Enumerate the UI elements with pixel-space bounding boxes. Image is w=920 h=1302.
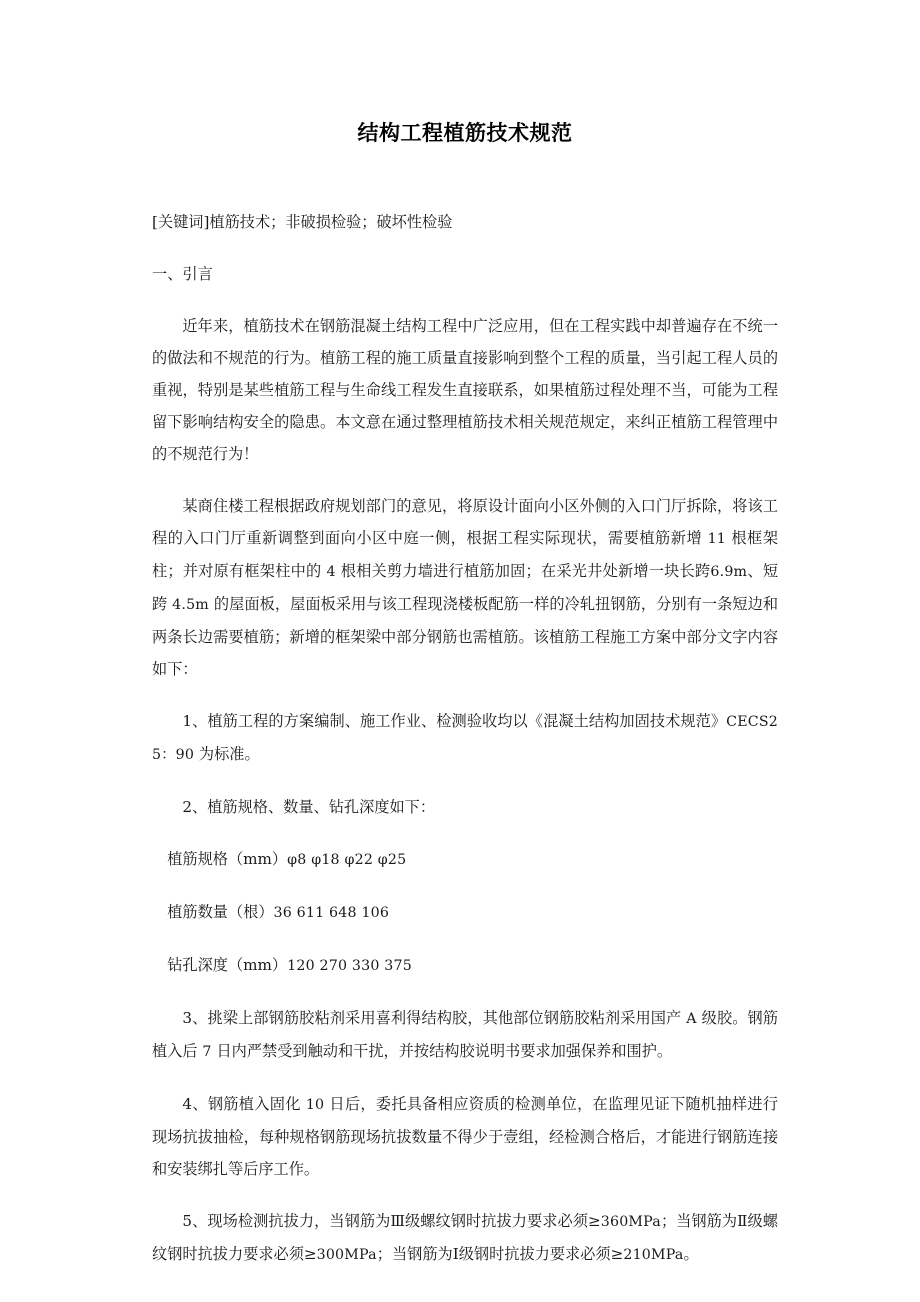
item3-text-2: 级胶。钢筋植入后 — [152, 1009, 778, 1060]
spec-depth-values: 120 270 330 375 — [287, 958, 412, 974]
paragraph-case-description — [152, 490, 778, 685]
list-item-1 — [152, 705, 778, 771]
keywords-line: [关键词]植筋技术；非破损检验；破坏性检验 — [152, 213, 453, 231]
item5-text-3: ；当钢筋为Ⅰ级钢时抗拔力要求必须≥ — [376, 1245, 624, 1263]
paragraph-introduction: 近年来，植筋技术在钢筋混凝土结构工程中广泛应用，但在工程实践中却普遍存在不统一的做法和不规范的行为。植筋工程的施工质量直接影响到整个工程的质量，当引起工程人员的重视，特别是某些植筋工程与生命线工程发生直接联系，如果植筋过程处理不当，可能为工程留下影响结构安全的隐患。本文意在通过整理植筋技术相关规范规定，来纠正植筋工程管理中的不规范行为！ — [152, 317, 778, 463]
section-heading-introduction: 一、引言 — [152, 265, 213, 283]
spec-gauge-label: 植筋规格（mm） — [167, 850, 288, 868]
case-short-span: 4.5m — [172, 597, 209, 613]
case-column-count: 11 — [707, 531, 727, 547]
item1-standard-code: CECS25：90 — [152, 714, 778, 763]
item5-strength-grade2: 300MPa — [316, 1247, 377, 1263]
item5-strength-grade3: 360MPa — [600, 1214, 661, 1230]
page-title: 结构工程植筋技术规范 — [357, 121, 573, 145]
list-item-2: 2、植筋规格、数量、钻孔深度如下： — [182, 798, 436, 816]
document-body — [152, 206, 778, 1291]
spec-depth-label: 钻孔深度（mm） — [167, 956, 288, 974]
spec-count-label: 植筋数量（根） — [167, 903, 274, 921]
case-text-1: 某商住楼工程根据政府规划部门的意见，将原设计面向小区外侧的入口门厅拆除，将该工程的入口门厅重新调整到面向小区中庭一侧，根据工程实际现状，需要植筋新增 — [152, 497, 778, 547]
item5-text-2: ；当钢筋为Ⅱ级螺纹钢时抗拔力要求必须≥ — [152, 1212, 778, 1263]
case-text-3: 根相关剪力墙进行植筋加固；在采光井处新增一块长跨 — [335, 562, 711, 580]
case-text-5: 的屋面板，屋面板采用与该工程现浇楼板配筋一样的冷轧扭钢筋，分别有一条短边和两条长边需要植筋；新增的框架梁中部分钢筋也需植筋。该植筋工程施工方案中部分文字内容如下： — [152, 595, 779, 678]
case-text-4: 、短跨 — [152, 562, 779, 613]
item4-cure-days: 10 — [305, 1097, 325, 1113]
list-item-3 — [152, 1002, 778, 1068]
spec-row-count — [152, 896, 778, 929]
spec-row-depth — [152, 949, 778, 982]
case-text-2: 根框架柱；并对原有框架柱中的 — [152, 529, 779, 580]
item4-text-1: 4、钢筋植入固化 — [182, 1095, 306, 1113]
item1-text-1: 1、植筋工程的方案编制、施工作业、检测验收均以《混凝土结构加固技术规范》 — [182, 712, 727, 730]
case-wall-count: 4 — [326, 564, 336, 580]
item5-text-1: 5、现场检测抗拔力，当钢筋为Ⅲ级螺纹钢时抗拔力要求必须≥ — [182, 1212, 601, 1230]
item5-text-4: 。 — [683, 1245, 699, 1263]
item4-text-2: 日后，委托具备相应资质的检测单位，在监理见证下随机抽样进行现场抗拔抽检，每种规格钢筋现场抗拔数量不得少于壹组，经检测合格后，才能进行钢筋连接和安装绑扎等后序工作。 — [152, 1095, 779, 1178]
item3-adhesive-grade: A — [686, 1011, 697, 1027]
spec-count-values: 36 611 648 106 — [273, 905, 390, 921]
item3-text-3: 日内严禁受到触动和干扰，并按结构胶说明书要求加强保养和围护。 — [211, 1042, 673, 1060]
list-item-4 — [152, 1088, 778, 1185]
case-long-span: 6.9m — [710, 564, 748, 580]
item1-text-2: 为标准。 — [194, 745, 260, 763]
list-item-5 — [152, 1205, 778, 1271]
item5-strength-grade1: 210MPa — [623, 1247, 684, 1263]
spec-row-gauge — [152, 843, 778, 876]
spec-gauge-values: φ8 φ18 φ22 φ25 — [287, 852, 407, 868]
item3-cure-days: 7 — [202, 1044, 212, 1060]
item3-text-1: 3、挑梁上部钢筋胶粘剂采用喜利得结构胶，其他部位钢筋胶粘剂采用国产 — [182, 1009, 687, 1027]
